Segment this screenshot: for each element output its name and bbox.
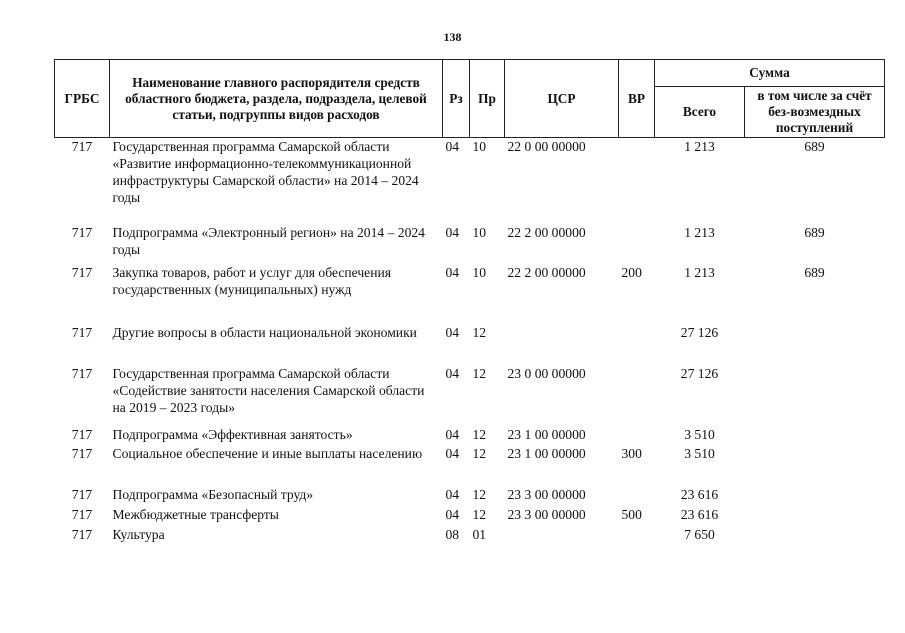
cell-free: 689 [804, 139, 825, 154]
header-row-1 [55, 60, 885, 87]
cell-csr: 22 2 00 00000 [507, 264, 586, 280]
budget-table [54, 59, 885, 546]
cell-grbs: 717 [71, 324, 93, 340]
cell-name: Закупка товаров, работ и услуг для обеспечения государственных (муниципальных) нужд [112, 264, 391, 297]
table-row [55, 224, 885, 264]
cell-free [745, 426, 885, 445]
cell-csr: 22 0 00 00000 [507, 139, 586, 154]
cell-rz: 04 [445, 264, 460, 280]
cell-free [745, 526, 885, 546]
table-row [55, 264, 885, 324]
header-vr: ВР [619, 60, 655, 138]
cell-csr: 22 2 00 00000 [507, 224, 586, 240]
cell-pr: 12 [472, 324, 487, 340]
cell-name: Другие вопросы в области национальной экономики [112, 324, 417, 340]
cell-csr: 23 1 00 00000 [507, 426, 586, 442]
cell-total: 23 616 [680, 486, 719, 502]
header-total: Всего [655, 87, 745, 138]
cell-vr: 500 [621, 506, 642, 522]
cell-pr: 10 [472, 264, 487, 280]
table-row [55, 486, 885, 506]
cell-rz: 04 [445, 506, 460, 522]
header-free: в том числе за счёт без-возмездных поступлений [745, 87, 885, 138]
cell-csr: 23 3 00 00000 [507, 506, 586, 522]
cell-vr: 300 [621, 445, 642, 461]
cell-vr [619, 486, 655, 506]
cell-pr: 12 [472, 365, 487, 381]
table-row [55, 426, 885, 445]
cell-grbs: 717 [71, 445, 93, 461]
cell-free: 689 [804, 224, 825, 240]
cell-total: 1 213 [684, 224, 715, 240]
table-row [55, 445, 885, 486]
cell-total: 27 126 [680, 324, 719, 340]
cell-total: 3 510 [684, 426, 715, 442]
cell-total: 7 650 [684, 526, 715, 542]
cell-vr [619, 324, 655, 365]
page-number: 138 [443, 30, 462, 44]
header-sum: Сумма [655, 60, 885, 87]
cell-name: Подпрограмма «Эффективная занятость» [112, 426, 353, 442]
cell-csr [505, 324, 619, 365]
cell-free [745, 324, 885, 365]
table-row [55, 365, 885, 426]
cell-rz: 04 [445, 365, 460, 381]
cell-grbs: 717 [71, 224, 93, 240]
cell-rz: 08 [445, 526, 460, 542]
header-rz: Рз [443, 60, 470, 138]
cell-name: Подпрограмма «Безопасный труд» [112, 486, 314, 502]
cell-total: 27 126 [680, 365, 719, 381]
cell-total: 23 616 [680, 506, 719, 522]
header-name: Наименование главного распорядителя средств областного бюджета, раздела, подраздела, целевой статьи, подгруппы видов расходов [110, 60, 443, 138]
cell-rz: 04 [445, 486, 460, 502]
cell-pr: 12 [472, 506, 487, 522]
cell-pr: 12 [472, 426, 487, 442]
cell-vr [619, 426, 655, 445]
cell-csr: 23 3 00 00000 [507, 486, 586, 502]
cell-total: 1 213 [684, 139, 715, 154]
table-row [55, 526, 885, 546]
cell-vr [619, 526, 655, 546]
cell-vr [619, 365, 655, 426]
cell-total: 1 213 [684, 264, 715, 280]
cell-free [745, 506, 885, 526]
cell-pr: 10 [472, 224, 487, 240]
cell-csr: 23 0 00 00000 [507, 365, 586, 381]
cell-grbs: 717 [71, 426, 93, 442]
cell-csr: 23 1 00 00000 [507, 445, 586, 461]
cell-grbs: 717 [71, 139, 93, 154]
cell-pr: 12 [472, 486, 487, 502]
cell-name: Межбюджетные трансферты [112, 506, 279, 522]
cell-pr: 10 [472, 139, 487, 154]
cell-pr: 01 [472, 526, 487, 542]
cell-rz: 04 [445, 324, 460, 340]
cell-rz: 04 [445, 224, 460, 240]
cell-total: 3 510 [684, 445, 715, 461]
cell-grbs: 717 [71, 264, 93, 280]
cell-free [745, 445, 885, 486]
cell-vr [619, 138, 655, 224]
cell-free: 689 [804, 264, 825, 280]
cell-name: Государственная программа Самарской области «Развитие информационно-телекоммуникационной инфраструктуры Самарской области» на 2014 – 2024 годы [112, 139, 419, 205]
cell-name: Государственная программа Самарской области «Содействие занятости населения Самарской области на 2019 – 2023 годы» [112, 365, 425, 415]
table-body [55, 138, 885, 546]
table-row [55, 138, 885, 224]
header-pr: Пр [470, 60, 505, 138]
header-grbs: ГРБС [55, 60, 110, 138]
cell-grbs: 717 [71, 506, 93, 522]
table-header [55, 60, 885, 138]
table-row [55, 324, 885, 365]
header-csr: ЦСР [505, 60, 619, 138]
table-row [55, 506, 885, 526]
cell-csr [505, 526, 619, 546]
cell-grbs: 717 [71, 486, 93, 502]
cell-name: Культура [112, 526, 165, 542]
cell-rz: 04 [445, 426, 460, 442]
cell-name: Подпрограмма «Электронный регион» на 2014 – 2024 годы [112, 224, 425, 257]
cell-grbs: 717 [71, 526, 93, 542]
cell-free [745, 486, 885, 506]
cell-vr [619, 224, 655, 264]
cell-rz: 04 [445, 445, 460, 461]
cell-pr: 12 [472, 445, 487, 461]
cell-free [745, 365, 885, 426]
cell-grbs: 717 [71, 365, 93, 381]
cell-rz: 04 [445, 139, 460, 154]
cell-name: Социальное обеспечение и иные выплаты населению [112, 445, 423, 461]
cell-vr: 200 [621, 264, 642, 280]
